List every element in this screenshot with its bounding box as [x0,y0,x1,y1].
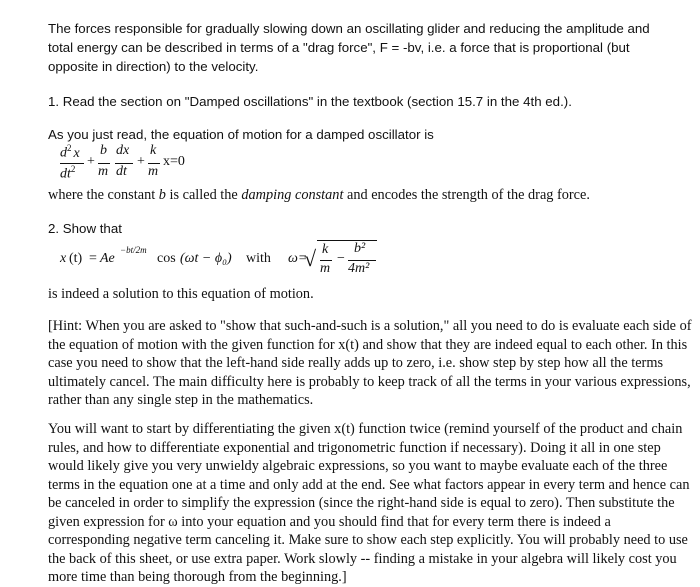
sol-b2: b² [354,241,366,256]
eq-b: b [100,143,107,158]
intro-line-1: The forces responsible for gradually slowing down an oscillating glider and reducing the amplitude and [48,21,650,36]
eq-tail: x=0 [163,154,185,169]
intro-paragraph [48,19,688,76]
sol-Ae: Ae [100,251,115,266]
sol-x-arg: (t) [69,251,83,266]
intro-line-3: opposite in direction) to the velocity. [48,59,259,74]
sol-with: with [246,251,271,266]
eq-k: k [150,143,157,158]
eq-plus-1: + [87,154,95,169]
sol-k: k [322,242,329,257]
sol-equals: = [89,251,97,266]
sol-omega: ω= [288,251,308,266]
eq-plus-2: + [137,154,145,169]
q1-lead: As you just read, the equation of motion for a damped oscillator is [48,127,434,142]
eq-m: m [98,164,109,179]
sol-exponent: −bt/2m [120,245,147,255]
solution-equation [60,238,400,282]
hint-paragraph: [Hint: When you are asked to "show that such-and-such is a solution," all you need to do is evaluate each side of the equation of motion with the given function for x(t) and show that they are indeed equal to each other. In this case you need to show that the left-hand side really adds up to zero, i.e. show step by step how all the terms ultimately cancel. The main difficulty here is probably to keep track of all the terms in your various expressions, rather than any single step in the mathematics. [48,318,692,408]
eq-dt: dt [116,164,127,179]
damped-equation [60,143,220,185]
sol-sqrt: √ [304,246,317,271]
sol-m: m [320,261,331,276]
question-2: 2. Show that [48,221,122,236]
sol-4m2: 4m² [348,261,370,276]
sol-cos: cos [157,251,176,266]
intro-line-2: total energy can be described in terms of a "drag force", F = -bv, i.e. a force that is proportional (but [48,40,630,55]
eq-m-2: m [148,164,159,179]
advice-paragraph: You will want to start by differentiating the given x(t) function twice (remind yourself of the product and chain rules, and how to differentiate exponential and trigonometric function if necessary). Doing it all in one step would likely give you very unwieldy algebraic expressions, so you want to maybe evaluate each of the three terms in the equation one at a time and only add at the end. See what factors appear in every term and hence can be canceled in order to simplify the expression (since the right-hand side is equal to zero). Then substitute the given expression for ω into your equation and you should find that for every term there is indeed a corresponding negative term canceling it. Make sure to show each step explicitly. You will probably need to use the back of this sheet, or use extra paper. Work slowly -- finding a mistake in your algebra will likely cost you more time than being thorough from the beginning.] [48,421,690,585]
sol-minus: − [337,251,345,266]
eq-dx: dx [116,143,130,158]
question-1: 1. Read the section on "Damped oscillations" in the textbook (section 15.7 in the 4th ed.). [48,94,572,109]
q1-where: where the constant b is called the damping constant and encodes the strength of the drag force. [48,187,590,203]
q2-tail: is indeed a solution to this equation of motion. [48,286,314,302]
eq-dt2: $dt^2$ [60,164,76,182]
eq-d2: $d^2$ x [60,143,80,161]
sol-cos-arg: (ωt − ϕ₀) [180,251,232,266]
sol-x: x [60,251,67,266]
